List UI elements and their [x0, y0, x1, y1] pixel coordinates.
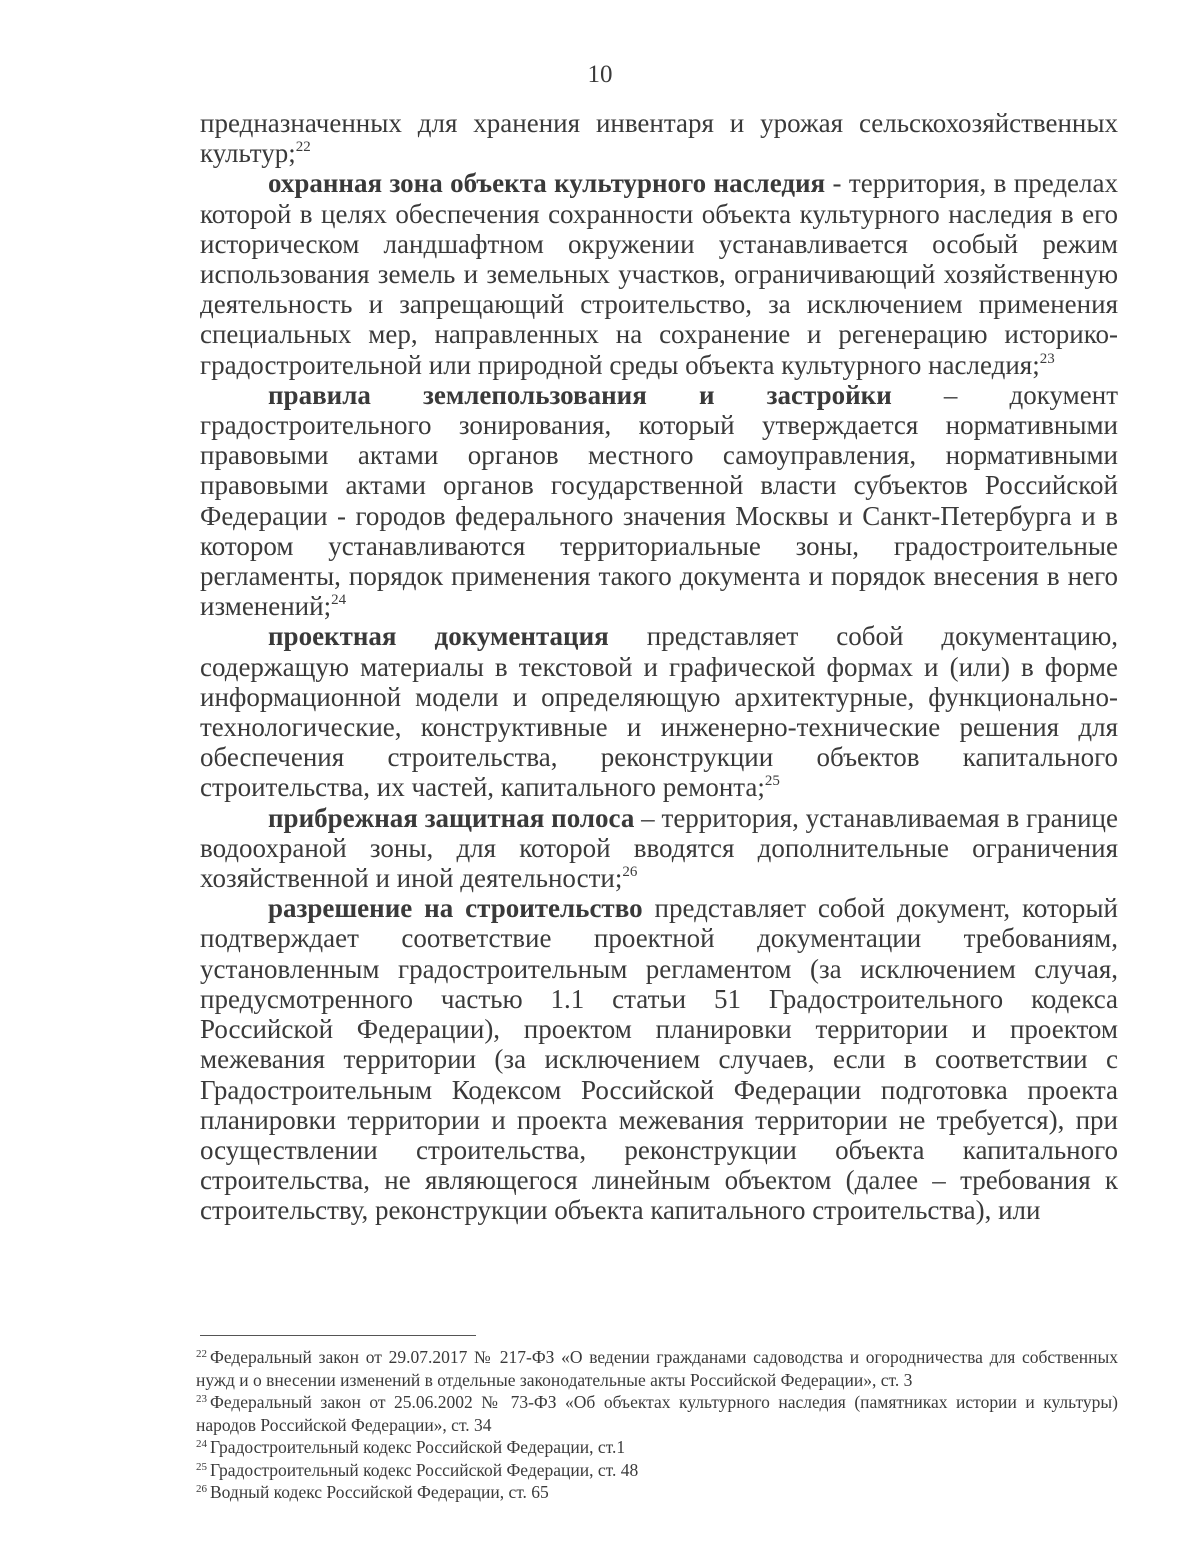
paragraph-continuation — [200, 108, 1118, 168]
definition-project-documentation — [200, 621, 1118, 802]
definition-coastal-strip — [200, 803, 1118, 894]
defined-term: прибрежная защитная полоса — [268, 802, 635, 833]
footnote-text: Градостроительный кодекс Российской Федерации, ст.1 — [210, 1437, 626, 1457]
main-text — [200, 108, 1118, 1226]
footnotes — [196, 1346, 1118, 1504]
defined-term: разрешение на строительство — [268, 893, 643, 924]
footnote — [196, 1346, 1118, 1391]
footnote — [196, 1459, 1118, 1482]
footnote-separator — [200, 1335, 476, 1336]
footnote-ref: 25 — [764, 773, 780, 790]
definition-protection-zone — [200, 168, 1118, 379]
footnote — [196, 1436, 1118, 1459]
definition-text: – документ градостроительного зонирования, который утверждается нормативными правовыми актами органов местного самоуправления, нормативными правовыми актами органов государственной власти субъектов Российской Федерации - городов федерального значения Москвы и Санкт-Петербурга и в котором устанавливаются территориальные зоны, градостроительные регламенты, порядок применения такого документа и порядок внесения в него изменений; — [200, 379, 1118, 622]
footnote-text: Водный кодекс Российской Федерации, ст. 65 — [210, 1482, 549, 1502]
footnote-ref: 23 — [1039, 350, 1055, 367]
defined-term: проектная документация — [268, 621, 609, 652]
footnote-ref: 26 — [622, 864, 638, 881]
footnote-number: 23 — [196, 1393, 207, 1405]
defined-term: правила землепользования и застройки — [268, 379, 892, 410]
definition-text: представляет собой документацию, содержащую материалы в текстовой и графической формах и (или) в форме информационной модели и определяющую архитектурные, функционально-технологические, конструктивные и инженерно-технические решения для обеспечения строительства, реконструкции объектов капитального строительства, их частей, капитального ремонта; — [200, 621, 1118, 803]
definition-text: – территория, устанавливаемая в границе водоохраной зоны, для которой вводятся дополнительные ограничения хозяйственной и иной деятельности; — [200, 802, 1118, 894]
footnote-number: 22 — [196, 1348, 207, 1360]
footnote — [196, 1391, 1118, 1436]
paragraph-text: предназначенных для хранения инвентаря и урожая сельскохозяйственных культур; — [200, 108, 1118, 169]
footnote-text: Градостроительный кодекс Российской Федерации, ст. 48 — [210, 1459, 639, 1480]
footnote-text: Федеральный закон от 29.07.2017 № 217-ФЗ «О ведении гражданами садоводства и огородничества для собственных нужд и о внесении изменений в отдельные законодательные акты Российской Федерации», ст. 3 — [196, 1347, 1118, 1390]
footnote-ref: 24 — [331, 592, 347, 609]
footnote-number: 25 — [196, 1460, 207, 1473]
page-number: 10 — [587, 61, 613, 88]
footnote — [196, 1481, 1118, 1504]
footnote-text: Федеральный закон от 25.06.2002 № 73-ФЗ «Об объектах культурного наследия (памятниках истории и культуры) народов Российской Федерации», ст. 34 — [196, 1392, 1118, 1435]
definition-text: представляет собой документ, который подтверждает соответствие проектной документации требованиям, установленным градостроительным регламентом (за исключением случая, предусмотренного частью 1.1 статьи 51 Градостроительного кодекса Российской Федерации), проектом планировки территории и проектом межевания территории (за исключением случаев, если в соответствии с Градостроительным Кодексом Российской Федерации подготовка проекта планировки территории и проекта межевания территории не требуется), при осуществлении строительства, реконструкции объекта капитального строительства, не являющегося линейным объектом (далее – требования к строительству, реконструкции объекта капитального строительства), или — [200, 893, 1119, 1226]
footnote-number: 24 — [196, 1438, 207, 1450]
footnote-ref: 22 — [295, 139, 311, 156]
definition-land-use-rules — [200, 380, 1118, 622]
definition-building-permit — [200, 893, 1118, 1225]
defined-term: охранная зона объекта культурного наследия — [268, 168, 826, 199]
definition-text: - территория, в пределах которой в целях обеспечения сохранности объекта культурного наследия в его историческом ландшафтном окружении устанавливается особый режим использования земель и земельных участков, ограничивающий хозяйственную деятельность и запрещающий строительство, за исключением применения специальных мер, направленных на сохранение и регенерацию историко-градостроительной или природной среды объекта культурного наследия; — [200, 168, 1119, 380]
footnote-number: 26 — [196, 1483, 207, 1495]
